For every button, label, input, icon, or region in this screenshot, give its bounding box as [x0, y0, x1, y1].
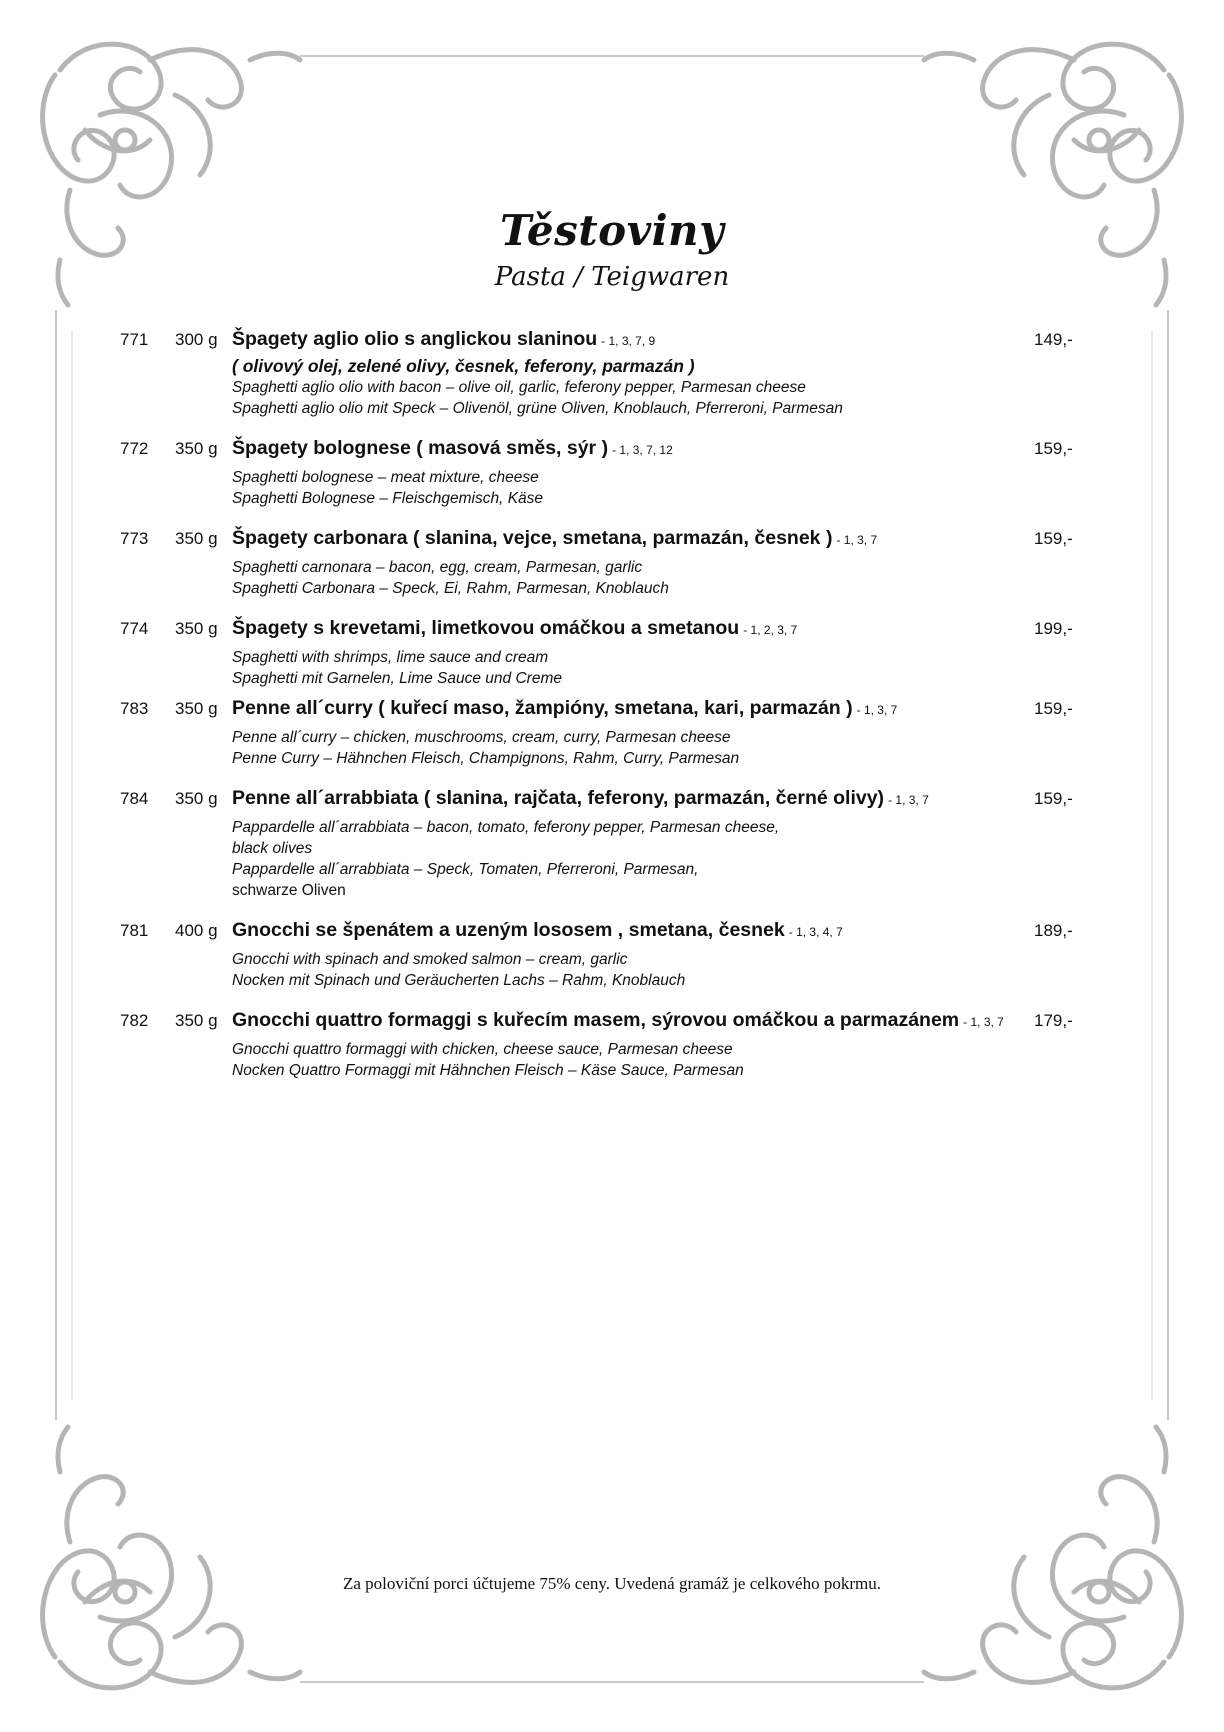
item-name [232, 787, 929, 810]
menu-list [120, 330, 1090, 1101]
item-price: 159,- [1034, 529, 1073, 548]
item-number: 771 [120, 330, 149, 349]
item-description-line: Pappardelle all´arrabbiata – bacon, tomato, feferony pepper, Parmesan cheese, [232, 819, 780, 836]
item-weight: 350 g [175, 699, 218, 718]
menu-item [120, 619, 1090, 689]
item-name [232, 328, 655, 351]
item-number: 784 [120, 789, 149, 808]
menu-item [120, 330, 1090, 419]
menu-item-header [120, 439, 1090, 465]
item-name [232, 617, 797, 640]
item-description-line: schwarze Oliven [232, 882, 346, 899]
item-number: 782 [120, 1011, 149, 1030]
item-name [232, 1009, 1004, 1032]
menu-item [120, 921, 1090, 991]
item-price: 149,- [1034, 330, 1073, 349]
item-name-text: Špagety bolognese ( masová směs, sýr ) [232, 437, 609, 459]
item-description-line: Spaghetti Carbonara – Speck, Ei, Rahm, Parmesan, Knoblauch [232, 580, 669, 597]
item-price: 179,- [1034, 1011, 1073, 1030]
item-price: 159,- [1034, 789, 1073, 808]
item-number: 783 [120, 699, 149, 718]
item-name-text: Špagety s krevetami, limetkovou omáčkou a smetanou [232, 617, 740, 639]
menu-item [120, 699, 1090, 769]
item-price: 159,- [1034, 439, 1073, 458]
item-number: 774 [120, 619, 149, 638]
item-name-text: Penne all´arrabbiata ( slanina, rajčata, feferony, parmazán, černé olivy) [232, 787, 885, 809]
item-name-text: Penne all´curry ( kuřecí maso, žampióny, smetana, kari, parmazán ) [232, 697, 853, 719]
item-description-line: Gnocchi quattro formaggi with chicken, cheese sauce, Parmesan cheese [232, 1041, 733, 1058]
item-price: 189,- [1034, 921, 1073, 940]
item-weight: 350 g [175, 1011, 218, 1030]
page-title: Těstoviny [499, 206, 724, 255]
item-description-line: Spaghetti with shrimps, lime sauce and cream [232, 649, 549, 666]
item-allergens: - 1, 3, 7 [963, 1015, 1004, 1029]
menu-item-header [120, 921, 1090, 947]
menu-item-header [120, 330, 1090, 356]
item-name [232, 697, 897, 720]
item-name-text: Špagety carbonara ( slanina, vejce, smetana, parmazán, česnek ) [232, 527, 833, 549]
item-allergens: - 1, 2, 3, 7 [743, 623, 798, 637]
item-description-line: Penne Curry – Hähnchen Fleisch, Champignons, Rahm, Curry, Parmesan [232, 750, 740, 767]
item-description-line: ( olivový olej, zelené olivy, česnek, feferony, parmazán ) [232, 356, 695, 376]
item-description-line: Spaghetti aglio olio with bacon – olive oil, garlic, feferony pepper, Parmesan cheese [232, 379, 806, 396]
item-weight: 400 g [175, 921, 218, 940]
page-subtitle: Pasta / Teigwaren [494, 262, 730, 292]
item-description-line: Penne all´curry – chicken, muschrooms, cream, curry, Parmesan cheese [232, 729, 731, 746]
item-weight: 350 g [175, 529, 218, 548]
item-number: 772 [120, 439, 149, 458]
menu-item-header [120, 699, 1090, 725]
item-number: 773 [120, 529, 149, 548]
item-allergens: - 1, 3, 7, 9 [601, 334, 656, 348]
menu-item-header [120, 1011, 1090, 1037]
item-price: 199,- [1034, 619, 1073, 638]
item-allergens: - 1, 3, 7 [836, 533, 878, 547]
item-description-line: Spaghetti mit Garnelen, Lime Sauce und Creme [232, 670, 562, 687]
item-name [232, 527, 877, 550]
item-description-line: Nocken mit Spinach und Geräucherten Lachs – Rahm, Knoblauch [232, 972, 686, 989]
item-name [232, 919, 843, 942]
item-description-line: Spaghetti carnonara – bacon, egg, cream, Parmesan, garlic [232, 559, 643, 576]
item-description-line: Nocken Quattro Formaggi mit Hähnchen Fleisch – Käse Sauce, Parmesan [232, 1062, 744, 1079]
item-description-line: Gnocchi with spinach and smoked salmon – cream, garlic [232, 951, 628, 968]
item-description-line: Pappardelle all´arrabbiata – Speck, Tomaten, Pferreroni, Parmesan, [232, 861, 699, 878]
item-weight: 350 g [175, 789, 218, 808]
menu-item-header [120, 619, 1090, 645]
item-name-text: Špagety aglio olio s anglickou slaninou [232, 328, 598, 350]
item-allergens: - 1, 3, 7, 12 [612, 443, 673, 457]
menu-item-header [120, 529, 1090, 555]
menu-item [120, 439, 1090, 509]
item-description-line: Spaghetti aglio olio mit Speck – Olivenöl, grüne Oliven, Knoblauch, Pferreroni, Parmesan [232, 400, 843, 417]
item-name-text: Gnocchi se špenátem a uzeným lososem , smetana, česnek [232, 919, 785, 941]
item-allergens: - 1, 3, 4, 7 [788, 925, 843, 939]
item-description-line: Spaghetti Bolognese – Fleischgemisch, Käse [232, 490, 544, 507]
menu-item [120, 1011, 1090, 1081]
item-name-text: Gnocchi quattro formaggi s kuřecím masem, sýrovou omáčkou a parmazánem [232, 1009, 960, 1031]
item-weight: 350 g [175, 619, 218, 638]
item-description-line: Spaghetti bolognese – meat mixture, cheese [232, 469, 539, 486]
item-weight: 350 g [175, 439, 218, 458]
item-allergens: - 1, 3, 7 [856, 703, 898, 717]
item-name [232, 437, 673, 460]
menu-item [120, 789, 1090, 901]
menu-item [120, 529, 1090, 599]
item-number: 781 [120, 921, 149, 940]
menu-item-header [120, 789, 1090, 815]
footer-note: Za poloviční porci účtujeme 75% ceny. Uvedená gramáž je celkového pokrmu. [343, 1574, 881, 1593]
item-allergens: - 1, 3, 7 [888, 793, 929, 807]
item-description-line: black olives [232, 840, 313, 857]
item-price: 159,- [1034, 699, 1073, 718]
item-weight: 300 g [175, 330, 218, 349]
